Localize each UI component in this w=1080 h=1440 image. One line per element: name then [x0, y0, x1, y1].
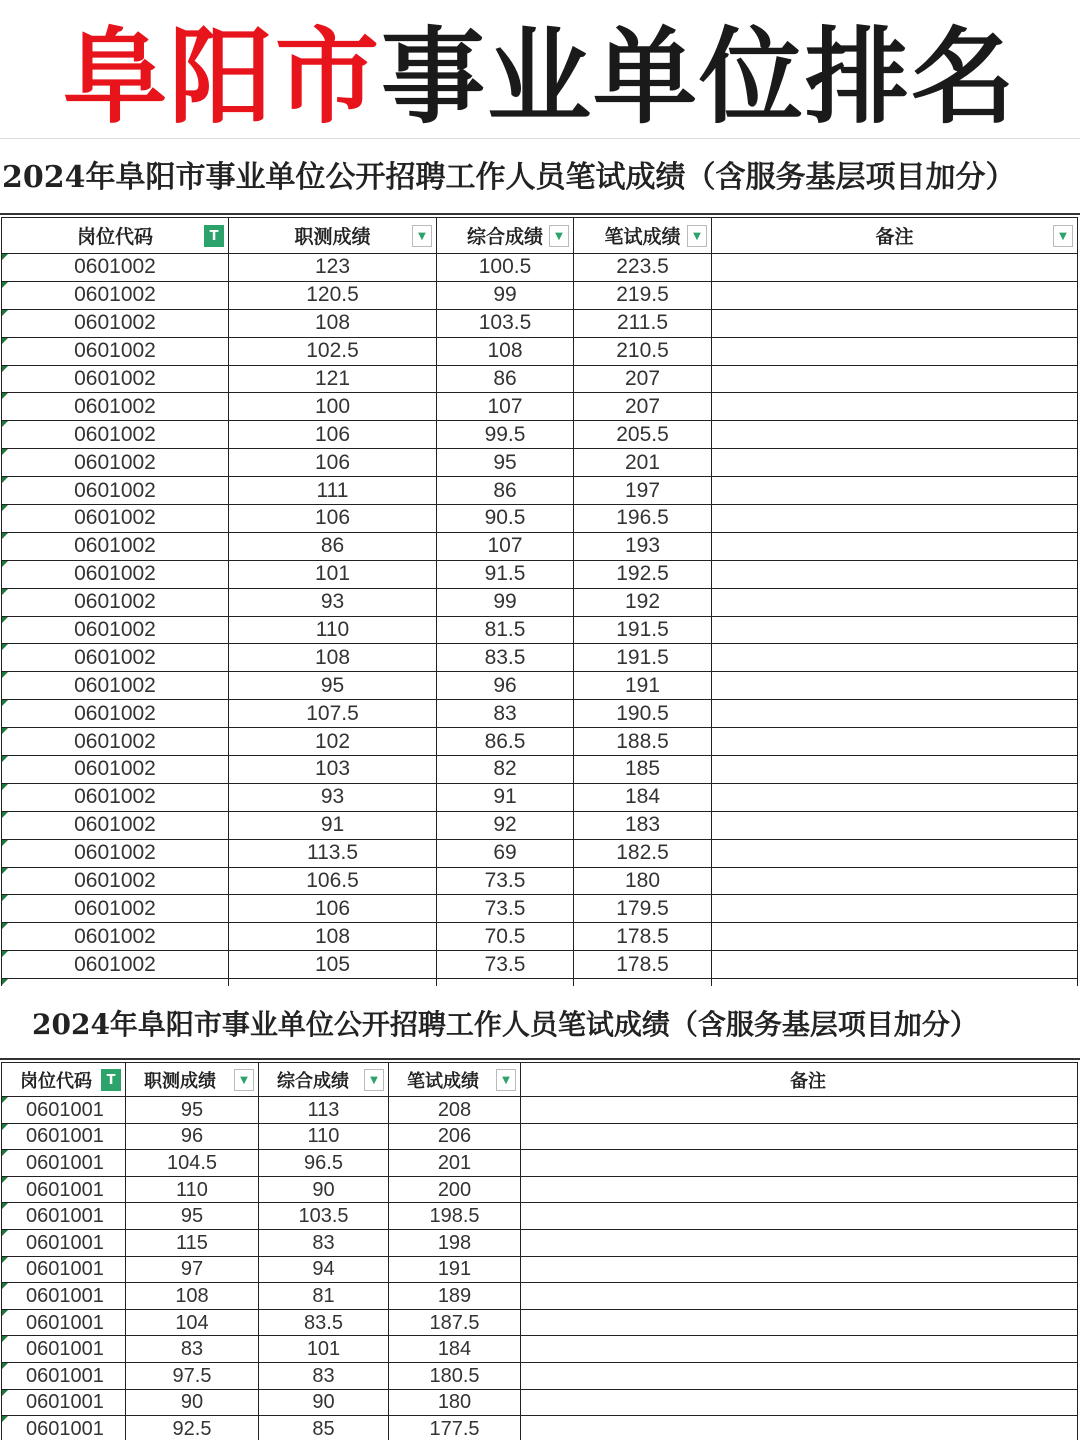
table-cell[interactable]	[521, 1389, 1078, 1416]
table-cell[interactable]: 182.5	[574, 839, 712, 867]
table-cell[interactable]: 107.5	[229, 700, 437, 728]
table-cell[interactable]: 187.5	[389, 1309, 521, 1336]
table-cell[interactable]: 192	[574, 588, 712, 616]
table-cell[interactable]: 205.5	[574, 421, 712, 449]
table-cell[interactable]	[712, 728, 1078, 756]
table-row	[2, 505, 1078, 533]
table-row	[2, 728, 1078, 756]
table-row	[2, 672, 1078, 700]
table-cell[interactable]: 0601002	[2, 560, 229, 588]
column-header	[521, 1063, 1078, 1097]
table-cell[interactable]: 113	[259, 1097, 389, 1124]
spreadsheet-1	[0, 138, 1080, 986]
table-cell[interactable]: 0601001	[2, 1416, 126, 1440]
column-header	[126, 1063, 259, 1097]
table-cell[interactable]: 83.5	[437, 644, 574, 672]
table-cell[interactable]: 0601002	[2, 811, 229, 839]
table-cell[interactable]: 190.5	[574, 700, 712, 728]
table-cell[interactable]	[521, 1229, 1078, 1256]
table-cell[interactable]: 206	[389, 1123, 521, 1150]
table-row	[2, 644, 1078, 672]
table-row	[2, 783, 1078, 811]
table-row	[2, 254, 1078, 282]
table-row	[2, 337, 1078, 365]
table-cell[interactable]	[712, 449, 1078, 477]
table-cell[interactable]	[521, 1203, 1078, 1230]
table-cell[interactable]: 95	[126, 1203, 259, 1230]
table-cell[interactable]: 104.5	[126, 1150, 259, 1177]
table-cell[interactable]: 198.5	[389, 1203, 521, 1230]
column-header	[437, 218, 574, 254]
table-cell[interactable]	[712, 951, 1078, 979]
table-cell[interactable]: 210.5	[574, 337, 712, 365]
column-header-label: 职测成绩	[144, 1070, 216, 1092]
table-cell[interactable]: 107	[437, 393, 574, 421]
table-cell[interactable]: 108	[229, 644, 437, 672]
table-row	[2, 811, 1078, 839]
table-row	[2, 281, 1078, 309]
table-cell[interactable]: 110	[126, 1176, 259, 1203]
table-cell[interactable]: 95	[126, 1097, 259, 1124]
column-header	[2, 218, 229, 254]
table-row	[2, 1097, 1078, 1124]
table-cell[interactable]: 0601001	[2, 1150, 126, 1177]
table-cell[interactable]: 0601001	[2, 1336, 126, 1363]
table-cell[interactable]: 193	[574, 532, 712, 560]
table-cell[interactable]: 197	[574, 477, 712, 505]
table-cell[interactable]: 208	[389, 1097, 521, 1124]
table-cell[interactable]: 0601002	[2, 616, 229, 644]
column-header	[229, 218, 437, 254]
column-header-label: 笔试成绩	[604, 226, 681, 248]
table-cell[interactable]: 73.5	[437, 951, 574, 979]
table-cell[interactable]	[712, 365, 1078, 393]
table-cell[interactable]: 219.5	[574, 281, 712, 309]
table-cell[interactable]: 0601002	[2, 839, 229, 867]
table-row	[2, 1229, 1078, 1256]
table-row	[2, 532, 1078, 560]
table-cell[interactable]: 107	[437, 532, 574, 560]
table-cell[interactable]: 123	[229, 254, 437, 282]
filter-dropdown-icon[interactable]: ▼	[687, 225, 707, 247]
table-cell[interactable]: 185	[574, 756, 712, 784]
table-row	[2, 895, 1078, 923]
table-cell[interactable]	[712, 588, 1078, 616]
active-filter-icon[interactable]: T	[101, 1069, 121, 1091]
table-cell[interactable]	[712, 616, 1078, 644]
table-cell[interactable]: 69	[437, 839, 574, 867]
table-cell[interactable]	[2, 979, 229, 986]
table-cell[interactable]: 0601002	[2, 337, 229, 365]
table-cell[interactable]: 97.5	[126, 1362, 259, 1389]
table-cell[interactable]: 200	[389, 1176, 521, 1203]
column-header-label: 综合成绩	[466, 226, 543, 248]
table-cell[interactable]	[521, 1097, 1078, 1124]
table-cell[interactable]	[712, 811, 1078, 839]
table-cell[interactable]: 96.5	[259, 1150, 389, 1177]
table-cell[interactable]: 95	[437, 449, 574, 477]
banner-title-black: 事业单位排名	[381, 15, 1018, 138]
table-cell[interactable]: 70.5	[437, 923, 574, 951]
table-cell[interactable]: 0601002	[2, 281, 229, 309]
table-row	[2, 1389, 1078, 1416]
table-cell[interactable]: 101	[229, 560, 437, 588]
table-cell[interactable]: 0601002	[2, 449, 229, 477]
column-header	[259, 1063, 389, 1097]
column-header	[2, 1063, 126, 1097]
table-row	[2, 393, 1078, 421]
table-cell[interactable]: 101	[259, 1336, 389, 1363]
table-cell[interactable]: 180.5	[389, 1362, 521, 1389]
table-cell[interactable]: 110	[259, 1123, 389, 1150]
table-row	[2, 1176, 1078, 1203]
table-cell[interactable]	[712, 839, 1078, 867]
table-cell[interactable]: 82	[437, 756, 574, 784]
table-cell[interactable]: 83	[259, 1362, 389, 1389]
table-cell[interactable]: 0601002	[2, 923, 229, 951]
table-cell[interactable]	[521, 1416, 1078, 1440]
table-cell[interactable]: 177.5	[389, 1416, 521, 1440]
table-cell[interactable]	[521, 1123, 1078, 1150]
table-cell[interactable]	[521, 1176, 1078, 1203]
table-cell[interactable]: 106	[229, 449, 437, 477]
table-cell[interactable]	[574, 979, 712, 986]
table-cell[interactable]: 102	[229, 728, 437, 756]
table-cell[interactable]: 95	[229, 672, 437, 700]
table-cell[interactable]: 180	[389, 1389, 521, 1416]
table-cell[interactable]: 106	[229, 895, 437, 923]
table-cell[interactable]	[712, 979, 1078, 986]
table-cell[interactable]: 83	[126, 1336, 259, 1363]
table-cell[interactable]: 183	[574, 811, 712, 839]
table-cell[interactable]: 96	[126, 1123, 259, 1150]
table-cell[interactable]	[712, 421, 1078, 449]
filter-dropdown-icon[interactable]: ▼	[234, 1069, 254, 1091]
table-row	[2, 1203, 1078, 1230]
table-cell[interactable]: 0601001	[2, 1176, 126, 1203]
table-cell[interactable]: 191	[574, 672, 712, 700]
table-row	[2, 616, 1078, 644]
table-cell[interactable]	[712, 281, 1078, 309]
column-header-label: 综合成绩	[277, 1070, 349, 1092]
column-header-label: 岗位代码	[76, 226, 153, 248]
table-cell[interactable]: 111	[229, 477, 437, 505]
table-cell[interactable]: 0601002	[2, 421, 229, 449]
table-cell[interactable]: 120.5	[229, 281, 437, 309]
table-cell[interactable]: 92	[437, 811, 574, 839]
column-header-label: 备注	[875, 226, 914, 248]
table-cell[interactable]: 99.5	[437, 421, 574, 449]
table-cell[interactable]: 100.5	[437, 254, 574, 282]
table-cell[interactable]: 0601001	[2, 1256, 126, 1283]
table-cell[interactable]: 0601002	[2, 700, 229, 728]
table-cell[interactable]: 108	[126, 1283, 259, 1310]
table-cell[interactable]: 207	[574, 365, 712, 393]
column-header	[712, 218, 1078, 254]
banner-title	[0, 0, 1080, 138]
table-cell[interactable]	[712, 254, 1078, 282]
table-row	[2, 1123, 1078, 1150]
table-cell[interactable]: 90	[126, 1389, 259, 1416]
table-cell[interactable]: 178.5	[574, 951, 712, 979]
table-cell[interactable]: 86	[437, 365, 574, 393]
spreadsheet-2	[0, 988, 1080, 1440]
table-cell[interactable]: 0601001	[2, 1362, 126, 1389]
sheet-title: 2024年阜阳市事业单位公开招聘工作人员笔试成绩（含服务基层项目加分）	[0, 139, 1080, 215]
table-cell[interactable]	[521, 1150, 1078, 1177]
sheet-title: 2024年阜阳市事业单位公开招聘工作人员笔试成绩（含服务基层项目加分）	[0, 988, 1080, 1060]
table-cell[interactable]: 0601002	[2, 309, 229, 337]
table-cell[interactable]: 191.5	[574, 644, 712, 672]
table-cell[interactable]	[712, 672, 1078, 700]
table-cell[interactable]	[712, 700, 1078, 728]
table-cell[interactable]: 108	[229, 923, 437, 951]
table-cell[interactable]: 0601001	[2, 1229, 126, 1256]
table-row	[2, 365, 1078, 393]
table-cell[interactable]: 90.5	[437, 505, 574, 533]
table-cell[interactable]: 97	[126, 1256, 259, 1283]
table-cell[interactable]: 90	[259, 1389, 389, 1416]
table-cell[interactable]	[521, 1309, 1078, 1336]
table-cell[interactable]: 94	[259, 1256, 389, 1283]
table-cell[interactable]: 0601002	[2, 644, 229, 672]
table-cell[interactable]: 191.5	[574, 616, 712, 644]
table-cell[interactable]: 223.5	[574, 254, 712, 282]
table-cell[interactable]: 207	[574, 393, 712, 421]
table-cell[interactable]: 86	[437, 477, 574, 505]
table-cell[interactable]: 0601002	[2, 588, 229, 616]
table-cell[interactable]: 106	[229, 505, 437, 533]
table-cell[interactable]: 0601001	[2, 1097, 126, 1124]
table-cell[interactable]	[521, 1256, 1078, 1283]
table-row	[2, 477, 1078, 505]
filter-dropdown-icon[interactable]: ▼	[496, 1069, 516, 1091]
table-cell[interactable]	[229, 979, 437, 986]
table-cell[interactable]: 0601002	[2, 867, 229, 895]
table-cell[interactable]: 106.5	[229, 867, 437, 895]
table-cell[interactable]	[712, 477, 1078, 505]
table-cell[interactable]	[712, 867, 1078, 895]
table-cell[interactable]: 110	[229, 616, 437, 644]
active-filter-icon[interactable]: T	[204, 225, 224, 247]
filter-dropdown-icon[interactable]: ▼	[1053, 225, 1073, 247]
table-row	[2, 923, 1078, 951]
table-row	[2, 1416, 1078, 1440]
table-row	[2, 421, 1078, 449]
table-cell[interactable]: 108	[229, 309, 437, 337]
table-cell[interactable]: 83	[437, 700, 574, 728]
table-cell[interactable]: 180	[574, 867, 712, 895]
table-cell[interactable]: 113.5	[229, 839, 437, 867]
column-header	[574, 218, 712, 254]
table-cell[interactable]	[521, 1336, 1078, 1363]
score-table	[1, 217, 1078, 986]
table-cell[interactable]: 99	[437, 281, 574, 309]
table-cell[interactable]: 196.5	[574, 505, 712, 533]
table-cell[interactable]: 184	[389, 1336, 521, 1363]
table-cell[interactable]: 0601001	[2, 1203, 126, 1230]
table-cell[interactable]: 83	[259, 1229, 389, 1256]
table-cell[interactable]	[712, 393, 1078, 421]
table-cell[interactable]: 211.5	[574, 309, 712, 337]
table-cell[interactable]: 0601002	[2, 393, 229, 421]
column-header-label: 笔试成绩	[407, 1070, 479, 1092]
column-header-label: 岗位代码	[20, 1070, 92, 1092]
table-row	[2, 756, 1078, 784]
table-cell[interactable]: 188.5	[574, 728, 712, 756]
table-cell[interactable]: 100	[229, 393, 437, 421]
table-cell[interactable]: 191	[389, 1256, 521, 1283]
table-cell[interactable]: 0601002	[2, 951, 229, 979]
table-cell[interactable]: 86.5	[437, 728, 574, 756]
table-cell[interactable]: 198	[389, 1229, 521, 1256]
table-row	[2, 560, 1078, 588]
table-cell[interactable]: 0601002	[2, 365, 229, 393]
filter-dropdown-icon[interactable]: ▼	[549, 225, 569, 247]
table-cell[interactable]: 92.5	[126, 1416, 259, 1440]
table-cell[interactable]: 99	[437, 588, 574, 616]
table-cell[interactable]: 91	[229, 811, 437, 839]
table-cell[interactable]: 0601002	[2, 254, 229, 282]
table-row	[2, 700, 1078, 728]
table-cell[interactable]	[712, 644, 1078, 672]
table-cell[interactable]	[712, 783, 1078, 811]
table-cell[interactable]: 73.5	[437, 895, 574, 923]
table-cell[interactable]: 0601002	[2, 728, 229, 756]
table-cell[interactable]: 115	[126, 1229, 259, 1256]
table-cell[interactable]: 0601002	[2, 672, 229, 700]
table-cell[interactable]: 0601002	[2, 895, 229, 923]
table-cell[interactable]: 121	[229, 365, 437, 393]
score-table	[1, 1062, 1078, 1440]
table-cell[interactable]: 81.5	[437, 616, 574, 644]
table-cell[interactable]: 73.5	[437, 867, 574, 895]
table-cell[interactable]: 93	[229, 783, 437, 811]
table-cell[interactable]	[712, 337, 1078, 365]
table-cell[interactable]	[437, 979, 574, 986]
table-cell[interactable]: 0601002	[2, 505, 229, 533]
table-cell[interactable]: 0601001	[2, 1309, 126, 1336]
table-row	[2, 1283, 1078, 1310]
table-row	[2, 867, 1078, 895]
table-cell[interactable]: 0601001	[2, 1389, 126, 1416]
table-cell[interactable]: 0601001	[2, 1283, 126, 1310]
table-cell[interactable]	[712, 309, 1078, 337]
table-cell[interactable]: 0601002	[2, 532, 229, 560]
table-row	[2, 1336, 1078, 1363]
header-row	[2, 218, 1078, 254]
table-cell[interactable]: 108	[437, 337, 574, 365]
table-cell[interactable]: 96	[437, 672, 574, 700]
table-cell[interactable]	[712, 756, 1078, 784]
table-cell[interactable]	[712, 560, 1078, 588]
table-row	[2, 1256, 1078, 1283]
table-cell[interactable]: 91.5	[437, 560, 574, 588]
table-cell[interactable]	[712, 532, 1078, 560]
banner-title-red: 阜阳市	[62, 15, 381, 138]
table-cell[interactable]: 178.5	[574, 923, 712, 951]
table-cell[interactable]: 85	[259, 1416, 389, 1440]
table-cell[interactable]: 102.5	[229, 337, 437, 365]
table-row-partial	[2, 979, 1078, 986]
table-row	[2, 1309, 1078, 1336]
column-header	[389, 1063, 521, 1097]
column-header-label: 职测成绩	[294, 226, 371, 248]
filter-dropdown-icon[interactable]: ▼	[412, 225, 432, 247]
table-cell[interactable]: 103.5	[437, 309, 574, 337]
table-cell[interactable]	[712, 923, 1078, 951]
table-cell[interactable]: 103	[229, 756, 437, 784]
table-row	[2, 588, 1078, 616]
table-cell[interactable]	[712, 505, 1078, 533]
table-cell[interactable]	[712, 895, 1078, 923]
table-cell[interactable]: 93	[229, 588, 437, 616]
table-cell[interactable]: 81	[259, 1283, 389, 1310]
table-cell[interactable]	[521, 1283, 1078, 1310]
table-cell[interactable]: 0601001	[2, 1123, 126, 1150]
table-cell[interactable]: 0601002	[2, 477, 229, 505]
table-cell[interactable]: 86	[229, 532, 437, 560]
table-cell[interactable]: 0601002	[2, 756, 229, 784]
table-cell[interactable]: 104	[126, 1309, 259, 1336]
table-row	[2, 951, 1078, 979]
table-cell[interactable]: 192.5	[574, 560, 712, 588]
column-header-label: 备注	[790, 1070, 826, 1092]
table-cell[interactable]: 91	[437, 783, 574, 811]
table-cell[interactable]: 83.5	[259, 1309, 389, 1336]
table-cell[interactable]: 201	[574, 449, 712, 477]
table-cell[interactable]: 184	[574, 783, 712, 811]
table-row	[2, 309, 1078, 337]
table-cell[interactable]: 90	[259, 1176, 389, 1203]
table-cell[interactable]	[521, 1362, 1078, 1389]
table-cell[interactable]: 179.5	[574, 895, 712, 923]
table-row	[2, 839, 1078, 867]
table-cell[interactable]: 105	[229, 951, 437, 979]
table-row	[2, 449, 1078, 477]
table-cell[interactable]: 201	[389, 1150, 521, 1177]
table-cell[interactable]: 106	[229, 421, 437, 449]
filter-dropdown-icon[interactable]: ▼	[364, 1069, 384, 1091]
table-cell[interactable]: 0601002	[2, 783, 229, 811]
table-row	[2, 1362, 1078, 1389]
table-row	[2, 1150, 1078, 1177]
table-cell[interactable]: 103.5	[259, 1203, 389, 1230]
table-cell[interactable]: 189	[389, 1283, 521, 1310]
header-row	[2, 1063, 1078, 1097]
